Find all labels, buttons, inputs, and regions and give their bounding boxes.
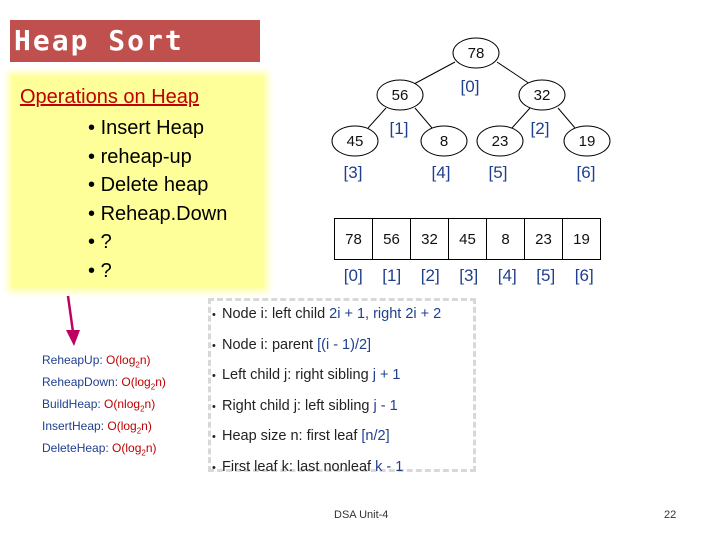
tree-node-value: 8 [439,133,449,150]
operation-item: • ? [88,257,227,286]
complexity-item: ReheapDown: $O(\log_2n)$ [42,374,166,392]
array-cell: 45 [449,219,487,260]
operation-item: • reheap-up [88,143,227,172]
footer-label: DSA Unit-4 [334,509,389,521]
tree-node-index: [1] [389,119,409,138]
complexity-item: DeleteHeap: $O(\log_2n)$ [42,440,157,457]
tree-node-index: [4] [431,163,451,182]
tree-node-index: [6] [576,163,596,182]
tree-node-index: [2] [530,119,550,138]
array-index: [5] [536,266,556,285]
rule-item: • First leaf k: last nonleaf k - 1 [212,453,441,484]
operation-item: • Reheap.Down [88,200,227,229]
array-index: [6] [574,266,594,285]
complexity-item: BuildHeap: O(nlog$_2$n) [42,396,156,414]
array-index: [2] [420,266,440,285]
array-index: [4] [497,266,517,285]
complexity-item: ReheapUp: $O(\log_2n)$ [42,353,151,370]
page-number: 22 [664,509,677,521]
operation-item: • ? [88,228,227,257]
operations-heading: Operations on Heap [20,86,200,108]
tree-node-value: 32 [533,87,551,104]
operation-item: • Insert Heap [88,114,227,143]
array-cell: 56 [373,219,411,260]
rule-item: • Node i: left child 2i + 1, right 2i + 2 [212,300,441,331]
rule-item: • Right child j: left sibling j - 1 [212,392,441,423]
array-cell: 8 [487,219,525,260]
rule-item: • Heap size n: first leaf [n/2] [212,422,441,453]
array-cell: 19 [563,219,601,260]
tree-node-value: 45 [346,133,364,150]
operation-item: • Delete heap [88,171,227,200]
array-index: [1] [382,266,402,285]
tree-node-index: [3] [343,163,363,182]
array-index: [3] [459,266,479,285]
rule-item: • Node i: parent [(i - 1)/2] [212,331,441,362]
array-index: [0] [343,266,363,285]
complexity-item: InsertHeap: $O(\log_2n)$ [42,418,152,436]
array-cell: 32 [411,219,449,260]
rule-item: • Left child j: right sibling j + 1 [212,361,441,392]
tree-node-value: 78 [467,45,485,62]
tree-node-value: 23 [491,133,509,150]
slide-title: Heap Sort [10,20,260,62]
array-cell: 23 [525,219,563,260]
tree-node-value: 56 [391,87,409,104]
array-cell: 78 [335,219,373,260]
tree-node-index: [0] [460,77,480,96]
tree-node-index: [5] [488,163,508,182]
tree-node-value: 19 [578,133,596,150]
